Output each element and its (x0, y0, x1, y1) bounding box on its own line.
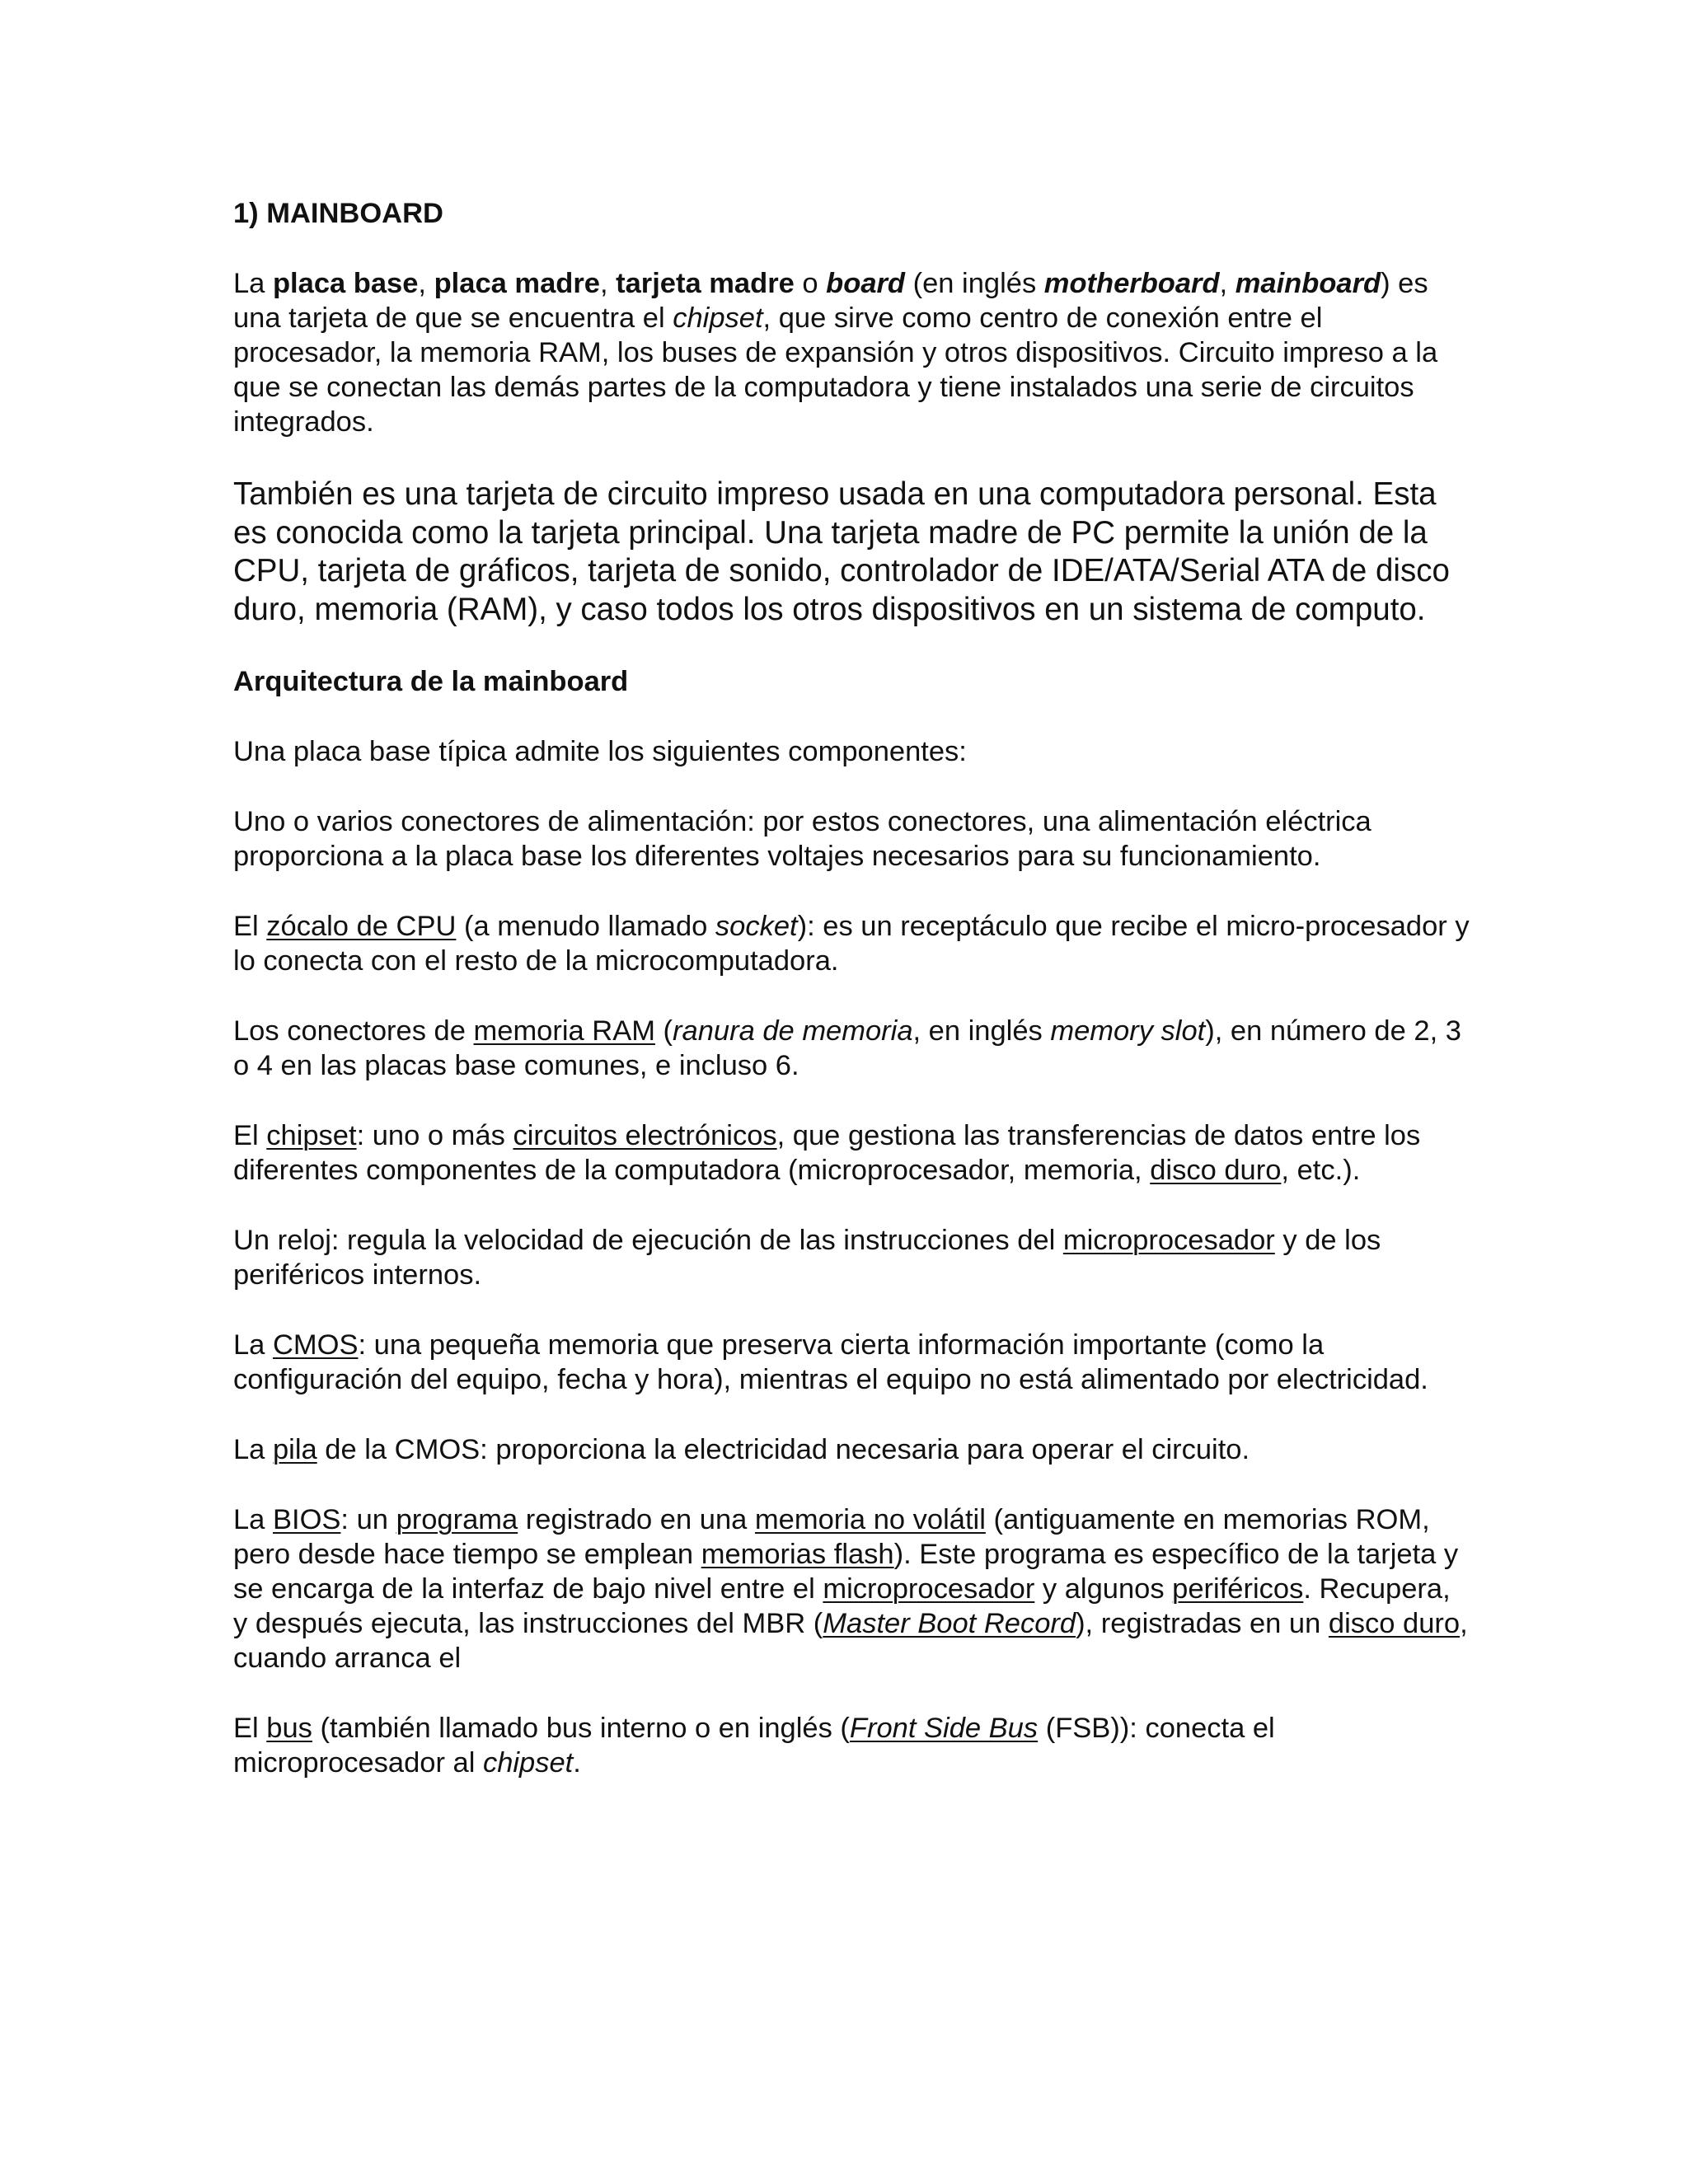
text-run: placa base (272, 268, 419, 299)
text-run: ): es un receptáculo que recibe el micro-procesador y lo conecta con el resto de la microcomputadora. (233, 911, 1470, 977)
text-run: , (418, 268, 434, 299)
hyperlink[interactable] (823, 1573, 1034, 1605)
text-run: : un (340, 1504, 396, 1535)
text-run: , cuando arranca el (233, 1608, 1468, 1674)
text-run: periféricos (1172, 1573, 1304, 1605)
text-run: La (233, 1329, 273, 1361)
text-run: , que gestiona las transferencias de datos entre los diferentes componentes de la computadora (microprocesador, memoria, (233, 1120, 1421, 1186)
hyperlink[interactable] (396, 1504, 518, 1535)
text-run: tarjeta madre (616, 268, 795, 299)
text-run: , (599, 268, 617, 299)
text-run: ), en número de 2, 3 o 4 en las placas base comunes, e incluso 6. (233, 1015, 1461, 1081)
heading-mainboard: 1) MAINBOARD (233, 198, 443, 229)
text-run: Un reloj: regula la velocidad de ejecución de las instrucciones del (233, 1225, 1063, 1256)
text-run: memorias flash (701, 1539, 894, 1570)
text-run: o (794, 268, 827, 299)
text-run: (antiguamente en memorias ROM, pero desde hace tiempo se emplean (233, 1504, 1430, 1570)
text-run: La (233, 1504, 273, 1535)
text-run: , en inglés (912, 1015, 1051, 1047)
text-run: y algunos (1034, 1573, 1173, 1605)
hyperlink[interactable] (1329, 1608, 1460, 1639)
hyperlink[interactable] (474, 1015, 655, 1047)
text-run: chipset (266, 1120, 357, 1151)
hyperlink[interactable] (266, 911, 456, 942)
text-run: chipset (673, 302, 763, 334)
text-run: memoria RAM (473, 1015, 655, 1047)
text-run: zócalo de CPU (266, 911, 457, 942)
text-run: socket (715, 911, 798, 942)
text-run: pila (272, 1434, 317, 1465)
hyperlink[interactable] (755, 1504, 986, 1535)
hyperlink[interactable] (823, 1608, 1076, 1639)
text-run: microprocesador (823, 1573, 1035, 1605)
paragraph-tarjeta-principal: También es una tarjeta de circuito impreso usada en una computadora personal. Esta es conocida como la tarjeta principal. Una tarjeta madre de PC permite la unión de la CPU, tarjeta de gráficos, tarjeta de sonido, controlador de IDE/ATA/Serial ATA de disco duro, memoria (RAM), y caso todos los otros dispositivos en un sistema de computo. (233, 476, 1450, 627)
text-run: Los conectores de (233, 1015, 474, 1047)
text-run: BIOS (272, 1504, 341, 1535)
text-run: El (233, 911, 267, 942)
hyperlink[interactable] (850, 1713, 1038, 1744)
text-run: , que sirve como centro de conexión entre el procesador, la memoria RAM, los buses de expansión y otros dispositivos. Circuito impreso a la que se conectan las demás partes de la computadora y tiene instalados una serie de circuitos integrados. (233, 302, 1438, 438)
text-run: (en inglés (905, 268, 1044, 299)
text-run: , etc.). (1281, 1155, 1361, 1186)
text-run: (a menudo llamado (456, 911, 715, 942)
text-run: El (233, 1713, 267, 1744)
hyperlink[interactable] (513, 1120, 776, 1151)
paragraph-zocalo-cpu (233, 909, 1470, 978)
hyperlink[interactable] (273, 1329, 359, 1361)
text-run: El (233, 1120, 267, 1151)
text-run: memoria no volátil (754, 1504, 986, 1535)
text-run: La (233, 268, 273, 299)
hyperlink[interactable] (1150, 1155, 1281, 1186)
text-run: programa (396, 1504, 518, 1535)
text-run: . (573, 1747, 581, 1779)
paragraph-reloj (233, 1223, 1470, 1292)
text-run: board (826, 268, 906, 299)
text-run: bus (266, 1713, 312, 1744)
paragraph-chipset (233, 1118, 1470, 1188)
paragraph-conectores-alimentacion: Uno o varios conectores de alimentación: por estos conectores, una alimentación eléctrica proporciona a la placa base los diferentes voltajes necesarios para su funcionamiento. (233, 806, 1372, 872)
text-run: : uno o más (356, 1120, 513, 1151)
text-run: (también llamado bus interno o en inglés ( (312, 1713, 850, 1744)
text-run: ), registradas en un (1076, 1608, 1329, 1639)
text-run: (FSB)): conecta el microprocesador al (233, 1713, 1275, 1779)
text-run: chipset (482, 1747, 574, 1779)
text-run: Master Boot Record (823, 1608, 1076, 1639)
paragraph-cmos (233, 1328, 1470, 1397)
text-run: La (233, 1434, 273, 1465)
hyperlink[interactable] (273, 1434, 317, 1465)
paragraph-componentes-intro: Una placa base típica admite los siguientes componentes: (233, 736, 967, 767)
text-run: : una pequeña memoria que preserva cierta información importante (como la configuración del equipo, fecha y hora), mientras el equipo no está alimentado por electricidad. (233, 1329, 1428, 1395)
paragraph-definition (233, 266, 1470, 439)
paragraph-bus (233, 1711, 1470, 1780)
text-run: motherboard (1043, 268, 1220, 299)
text-run: . Recupera, y después ejecuta, las instrucciones del MBR ( (233, 1573, 1451, 1639)
text-run: ranura de memoria (673, 1015, 913, 1047)
paragraph-pila (233, 1432, 1470, 1467)
text-run: y de los periféricos internos. (233, 1225, 1381, 1291)
text-run: Front Side Bus (849, 1713, 1039, 1744)
hyperlink[interactable] (266, 1120, 356, 1151)
text-run: memory slot (1050, 1015, 1206, 1047)
text-run: mainboard (1235, 268, 1381, 299)
text-run: CMOS (272, 1329, 359, 1361)
text-run: microprocesador (1062, 1225, 1275, 1256)
text-run: registrado en una (518, 1504, 755, 1535)
text-run: placa madre (434, 268, 600, 299)
paragraph-bios (233, 1502, 1470, 1675)
hyperlink[interactable] (1172, 1573, 1303, 1605)
text-run: disco duro (1150, 1155, 1282, 1186)
hyperlink[interactable] (266, 1713, 312, 1744)
text-run: ( (654, 1015, 673, 1047)
hyperlink[interactable] (273, 1504, 340, 1535)
hyperlink[interactable] (1063, 1225, 1275, 1256)
heading-arquitectura: Arquitectura de la mainboard (233, 666, 629, 697)
hyperlink[interactable] (701, 1539, 894, 1570)
text-run: disco duro (1328, 1608, 1461, 1639)
paragraph-memoria-ram (233, 1014, 1470, 1083)
text-run: , (1219, 268, 1236, 299)
text-run: de la CMOS: proporciona la electricidad necesaria para operar el circuito. (316, 1434, 1250, 1465)
text-run: ). Este programa es específico de la tarjeta y se encarga de la interfaz de bajo nivel entre el (233, 1539, 1459, 1605)
text-run: circuitos electrónicos (513, 1120, 777, 1151)
text-run: ) es una tarjeta de que se encuentra el (233, 268, 1428, 334)
